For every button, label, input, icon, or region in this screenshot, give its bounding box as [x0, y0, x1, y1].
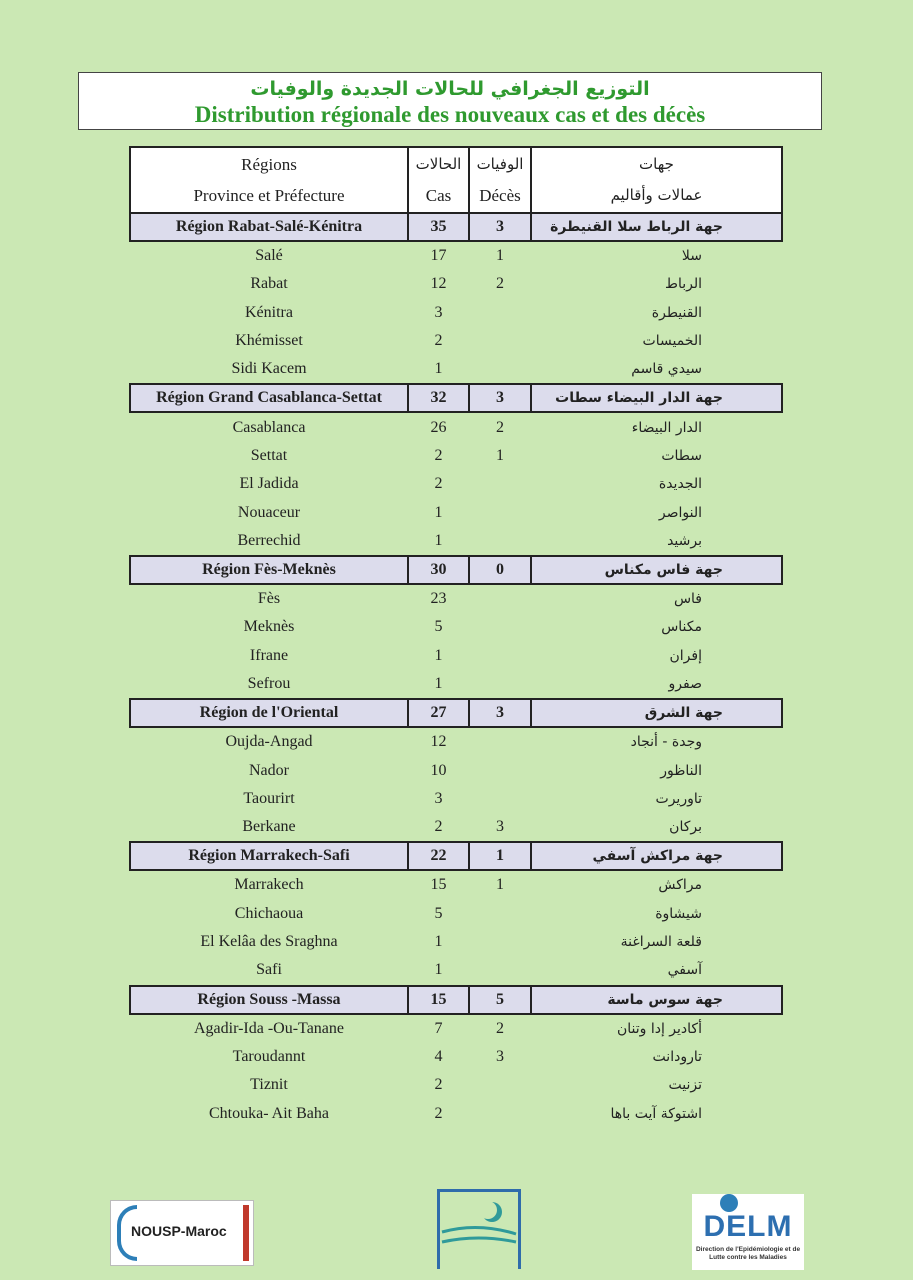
province-cases: 1	[434, 961, 443, 979]
region-name-ar: جهة الشرق	[531, 699, 782, 727]
province-cases: 2	[434, 818, 443, 836]
province-cases: 12	[430, 733, 447, 751]
province-deaths: 1	[496, 247, 504, 265]
region-cases: 27	[408, 699, 469, 727]
province-deaths	[469, 299, 531, 327]
province-deaths: 2	[496, 275, 504, 293]
province-row	[130, 270, 782, 298]
province-name-fr: Khémisset	[235, 332, 303, 350]
header-deaths-ar: الوفيات	[476, 155, 524, 173]
region-row	[130, 842, 782, 870]
province-row	[130, 584, 782, 613]
province-name-ar: برشيد	[667, 532, 702, 549]
province-cases: 2	[434, 332, 443, 350]
province-row	[130, 870, 782, 899]
province-deaths	[469, 1099, 531, 1127]
province-deaths	[469, 900, 531, 928]
province-name-fr: Nouaceur	[237, 503, 301, 521]
province-name-ar: الخميسات	[642, 333, 702, 350]
province-row	[130, 1099, 782, 1127]
province-name-fr: Sidi Kacem	[231, 360, 307, 378]
province-cases: 4	[434, 1047, 443, 1065]
province-row	[130, 355, 782, 384]
province-row	[130, 442, 782, 470]
province-name-ar: سيدي قاسم	[631, 361, 702, 378]
province-cases: 23	[430, 590, 447, 608]
region-deaths: 5	[469, 986, 531, 1014]
province-cases: 2	[434, 1104, 443, 1122]
province-cases: 1	[434, 360, 443, 378]
province-cases: 2	[434, 475, 443, 493]
region-cases: 30	[408, 556, 469, 584]
header-regions-label: Régions	[241, 155, 297, 174]
province-row	[130, 1071, 782, 1099]
province-row	[130, 642, 782, 670]
province-name-fr: El Kelâa des Sraghna	[200, 933, 338, 951]
province-name-fr: Safi	[256, 961, 282, 979]
delm-logo	[692, 1194, 804, 1270]
delm-logo-text: DELM	[703, 1210, 793, 1243]
province-name-fr: Nador	[249, 761, 289, 779]
province-row	[130, 327, 782, 355]
province-cases: 15	[430, 876, 447, 894]
province-row	[130, 498, 782, 526]
province-cases: 3	[434, 789, 443, 807]
province-deaths	[469, 584, 531, 613]
province-name-fr: Oujda-Angad	[225, 733, 313, 751]
region-row	[130, 213, 782, 241]
province-name-fr: Berrechid	[237, 531, 301, 549]
province-cases: 2	[434, 446, 443, 464]
province-name-fr: Rabat	[250, 275, 288, 293]
province-deaths	[469, 1071, 531, 1099]
region-deaths: 1	[469, 842, 531, 870]
region-name-fr: Région Marrakech-Safi	[130, 842, 408, 870]
province-deaths	[469, 327, 531, 355]
province-deaths	[469, 956, 531, 985]
province-name-ar: مراكش	[658, 877, 702, 894]
province-cases: 1	[434, 646, 443, 664]
province-name-fr: Ifrane	[249, 646, 289, 664]
province-row	[130, 527, 782, 556]
region-name-ar: جهة مراكش آسفي	[531, 842, 782, 870]
province-name-ar: أكادير إدا وتنان	[616, 1020, 702, 1037]
province-row	[130, 727, 782, 756]
province-cases: 1	[434, 531, 443, 549]
province-row	[130, 756, 782, 784]
region-name-fr: Région Rabat-Salé-Kénitra	[130, 213, 408, 241]
region-name-ar: جهة فاس مكناس	[531, 556, 782, 584]
header-cases	[408, 147, 469, 213]
province-deaths: 3	[496, 818, 504, 836]
region-cases: 32	[408, 384, 469, 412]
province-row	[130, 1043, 782, 1071]
province-name-fr: Salé	[255, 247, 283, 265]
province-name-ar: آسفي	[667, 962, 702, 979]
province-name-fr: Taourirt	[243, 789, 295, 807]
region-row	[130, 699, 782, 727]
province-deaths	[469, 642, 531, 670]
province-row	[130, 613, 782, 641]
province-row	[130, 670, 782, 699]
crescent-icon	[440, 1192, 518, 1269]
province-name-ar: سطات	[661, 447, 702, 464]
province-cases: 3	[434, 303, 443, 321]
province-name-ar: تارودانت	[652, 1048, 702, 1065]
province-deaths: 3	[496, 1047, 504, 1065]
nousp-logo-bar	[243, 1205, 249, 1261]
province-deaths: 2	[496, 1019, 504, 1037]
region-deaths: 3	[469, 384, 531, 412]
province-cases: 17	[430, 247, 447, 265]
province-row	[130, 470, 782, 498]
province-name-ar: تزنيت	[668, 1077, 702, 1094]
province-deaths	[469, 928, 531, 956]
province-row	[130, 1014, 782, 1043]
province-name-ar: الدار البيضاء	[631, 419, 702, 436]
province-name-fr: Berkane	[242, 818, 296, 836]
province-deaths: 1	[496, 446, 504, 464]
region-deaths: 0	[469, 556, 531, 584]
region-cases: 35	[408, 213, 469, 241]
province-deaths	[469, 785, 531, 813]
province-name-fr: El Jadida	[239, 475, 299, 493]
province-cases: 5	[434, 904, 443, 922]
region-row	[130, 384, 782, 412]
region-cases: 22	[408, 842, 469, 870]
province-deaths: 2	[496, 418, 504, 436]
province-name-ar: النواصر	[658, 504, 702, 521]
province-name-ar: اشتوكة آيت باها	[610, 1105, 702, 1122]
nousp-logo-text: NOUSP-Maroc	[131, 1223, 227, 1239]
province-name-ar: القنيطرة	[651, 304, 702, 321]
region-name-fr: Région Grand Casablanca-Settat	[130, 384, 408, 412]
province-name-ar: الرباط	[665, 276, 702, 293]
province-name-fr: Fès	[257, 590, 281, 608]
province-name-fr: Sefrou	[247, 675, 291, 692]
region-row	[130, 986, 782, 1014]
province-name-ar: شيشاوة	[655, 905, 702, 922]
title-arabic: التوزيع الجغرافي للحالات الجديدة والوفيات	[250, 78, 650, 100]
header-province-label: Province et Préfecture	[193, 186, 345, 205]
province-cases: 1	[434, 503, 443, 521]
province-name-fr: Taroudannt	[232, 1047, 306, 1065]
province-name-ar: وجدة - أنجاد	[630, 734, 702, 751]
nousp-logo	[110, 1200, 254, 1266]
region-row	[130, 556, 782, 584]
province-name-fr: Chtouka- Ait Baha	[209, 1104, 329, 1122]
delm-logo-subtitle: Direction de l'Epidémiologie et de Lutte contre les Maladies	[695, 1246, 801, 1261]
province-cases: 1	[434, 933, 443, 951]
ministry-logo	[437, 1189, 521, 1269]
header-deaths	[469, 147, 531, 213]
province-name-ar: إفران	[669, 647, 702, 664]
region-name-ar: جهة سوس ماسة	[531, 986, 782, 1014]
header-cases-fr: Cas	[425, 186, 452, 205]
province-deaths	[469, 470, 531, 498]
region-name-fr: Région Fès-Meknès	[130, 556, 408, 584]
document-title-box	[78, 72, 822, 130]
province-cases: 2	[434, 1076, 443, 1094]
province-name-fr: Meknès	[243, 618, 295, 636]
region-name-fr: Région de l'Oriental	[130, 699, 408, 727]
province-deaths	[469, 756, 531, 784]
region-cases: 15	[408, 986, 469, 1014]
province-row	[130, 299, 782, 327]
province-name-fr: Casablanca	[232, 418, 306, 436]
province-name-ar: صفرو	[668, 676, 702, 692]
province-deaths: 1	[496, 876, 504, 894]
province-name-ar: فاس	[673, 591, 702, 608]
province-name-ar: تاوريرت	[655, 790, 702, 807]
province-name-ar: الجديدة	[658, 476, 702, 493]
province-cases: 26	[430, 418, 447, 436]
region-name-ar: جهة الرباط سلا القنيطرة	[531, 213, 782, 241]
province-deaths	[469, 727, 531, 756]
header-regions-fr	[130, 147, 408, 213]
province-cases: 10	[430, 761, 447, 779]
province-deaths	[469, 355, 531, 384]
header-regions-ar	[531, 147, 782, 213]
province-row	[130, 412, 782, 441]
table-header-row	[130, 147, 782, 213]
region-name-fr: Région Souss -Massa	[130, 986, 408, 1014]
distribution-table	[129, 146, 783, 1128]
province-row	[130, 785, 782, 813]
province-name-ar: الناظور	[660, 762, 702, 779]
province-deaths	[469, 670, 531, 699]
region-deaths: 3	[469, 213, 531, 241]
province-name-ar: بركان	[669, 819, 702, 836]
province-row	[130, 813, 782, 842]
header-regions-ar-label: جهات	[639, 155, 674, 173]
province-name-ar: مكناس	[661, 619, 702, 636]
province-deaths	[469, 527, 531, 556]
province-deaths	[469, 498, 531, 526]
header-deaths-fr: Décès	[479, 186, 521, 205]
province-name-fr: Kénitra	[245, 303, 293, 321]
province-name-fr: Marrakech	[234, 876, 304, 894]
province-name-ar: قلعة السراغنة	[620, 934, 702, 951]
province-name-fr: Settat	[250, 446, 288, 464]
province-row	[130, 928, 782, 956]
title-french: Distribution régionale des nouveaux cas et des décès	[194, 102, 706, 127]
province-row	[130, 241, 782, 270]
header-provinces-ar-label: عمالات وأقاليم	[610, 186, 703, 204]
province-cases: 1	[434, 675, 443, 692]
province-cases: 12	[430, 275, 447, 293]
province-name-ar: سلا	[681, 248, 702, 265]
province-row	[130, 900, 782, 928]
province-name-fr: Tiznit	[250, 1076, 288, 1094]
nousp-logo-top-text-decoration	[137, 1205, 247, 1215]
province-name-fr: Agadir-Ida -Ou-Tanane	[193, 1019, 345, 1037]
header-cases-ar: الحالات	[415, 155, 462, 173]
province-name-fr: Chichaoua	[234, 904, 304, 922]
province-cases: 5	[434, 618, 443, 636]
province-deaths	[469, 613, 531, 641]
region-deaths: 3	[469, 699, 531, 727]
province-row	[130, 956, 782, 985]
region-name-ar: جهة الدار البيضاء سطات	[531, 384, 782, 412]
province-cases: 7	[434, 1019, 443, 1037]
